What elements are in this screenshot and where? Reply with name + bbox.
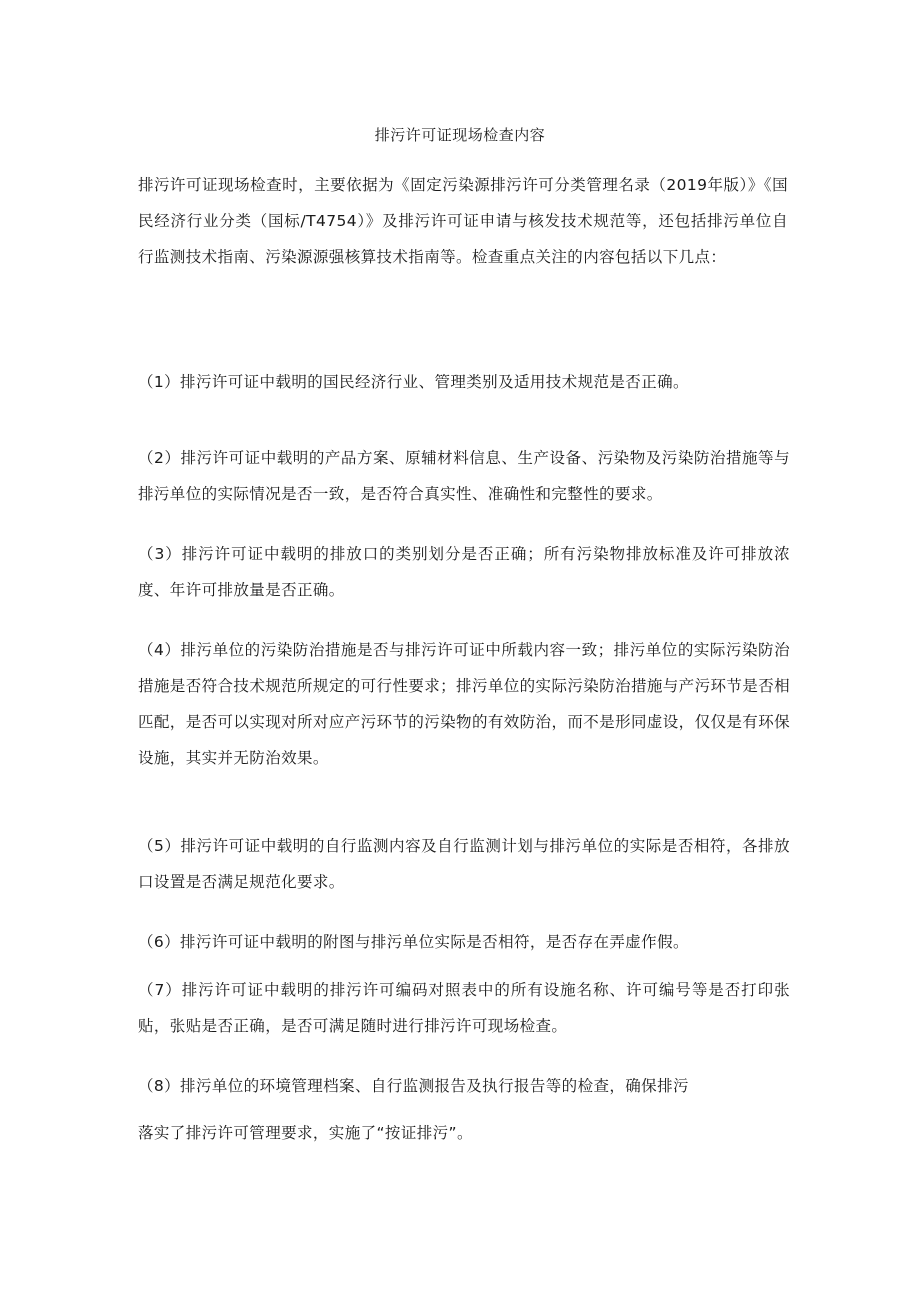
- check-item-3: （3）排污许可证中载明的排放口的类别划分是否正确；所有污染物排放标准及许可排放浓度、年许可排放量是否正确。: [138, 545, 790, 599]
- check-item-4: （4）排污单位的污染防治措施是否与排污许可证中所载内容一致；排污单位的实际污染防治措施是否符合技术规范所规定的可行性要求；排污单位的实际污染防治措施与产污环节是否相匹配，是否可以实现对所对应产污环节的污染物的有效防治，而不是形同虚设，仅仅是有环保设施，其实并无防治效果。: [138, 641, 790, 767]
- check-item-2: （2）排污许可证中载明的产品方案、原辅材料信息、生产设备、污染物及污染防治措施等与排污单位的实际情况是否一致，是否符合真实性、准确性和完整性的要求。: [138, 449, 790, 503]
- intro-paragraph: 排污许可证现场检查时，主要依据为《固定污染源排污许可分类管理名录（2019年版）》《国民经济行业分类（国标/T4754）》及排污许可证申请与核发技术规范等，还包括排污单位自行监测技术指南、污染源源强核算技术指南等。检查重点关注的内容包括以下几点：: [138, 176, 788, 266]
- check-item-1: （1）排污许可证中载明的国民经济行业、管理类别及适用技术规范是否正确。: [138, 373, 689, 391]
- document-title: 排污许可证现场检查内容: [374, 126, 546, 144]
- check-item-8: （8）排污单位的环境管理档案、自行监测报告及执行报告等的检查，确保排污: [138, 1077, 689, 1095]
- check-item-5: （5）排污许可证中载明的自行监测内容及自行监测计划与排污单位的实际是否相符，各排放口设置是否满足规范化要求。: [138, 837, 790, 891]
- check-item-7: （7）排污许可证中载明的排污许可编码对照表中的所有设施名称、许可编号等是否打印张贴，张贴是否正确，是否可满足随时进行排污许可现场检查。: [138, 981, 790, 1035]
- check-item-6: （6）排污许可证中载明的附图与排污单位实际是否相符，是否存在弄虚作假。: [138, 933, 689, 951]
- closing-line: 落实了排污许可管理要求，实施了“按证排污”。: [138, 1124, 473, 1142]
